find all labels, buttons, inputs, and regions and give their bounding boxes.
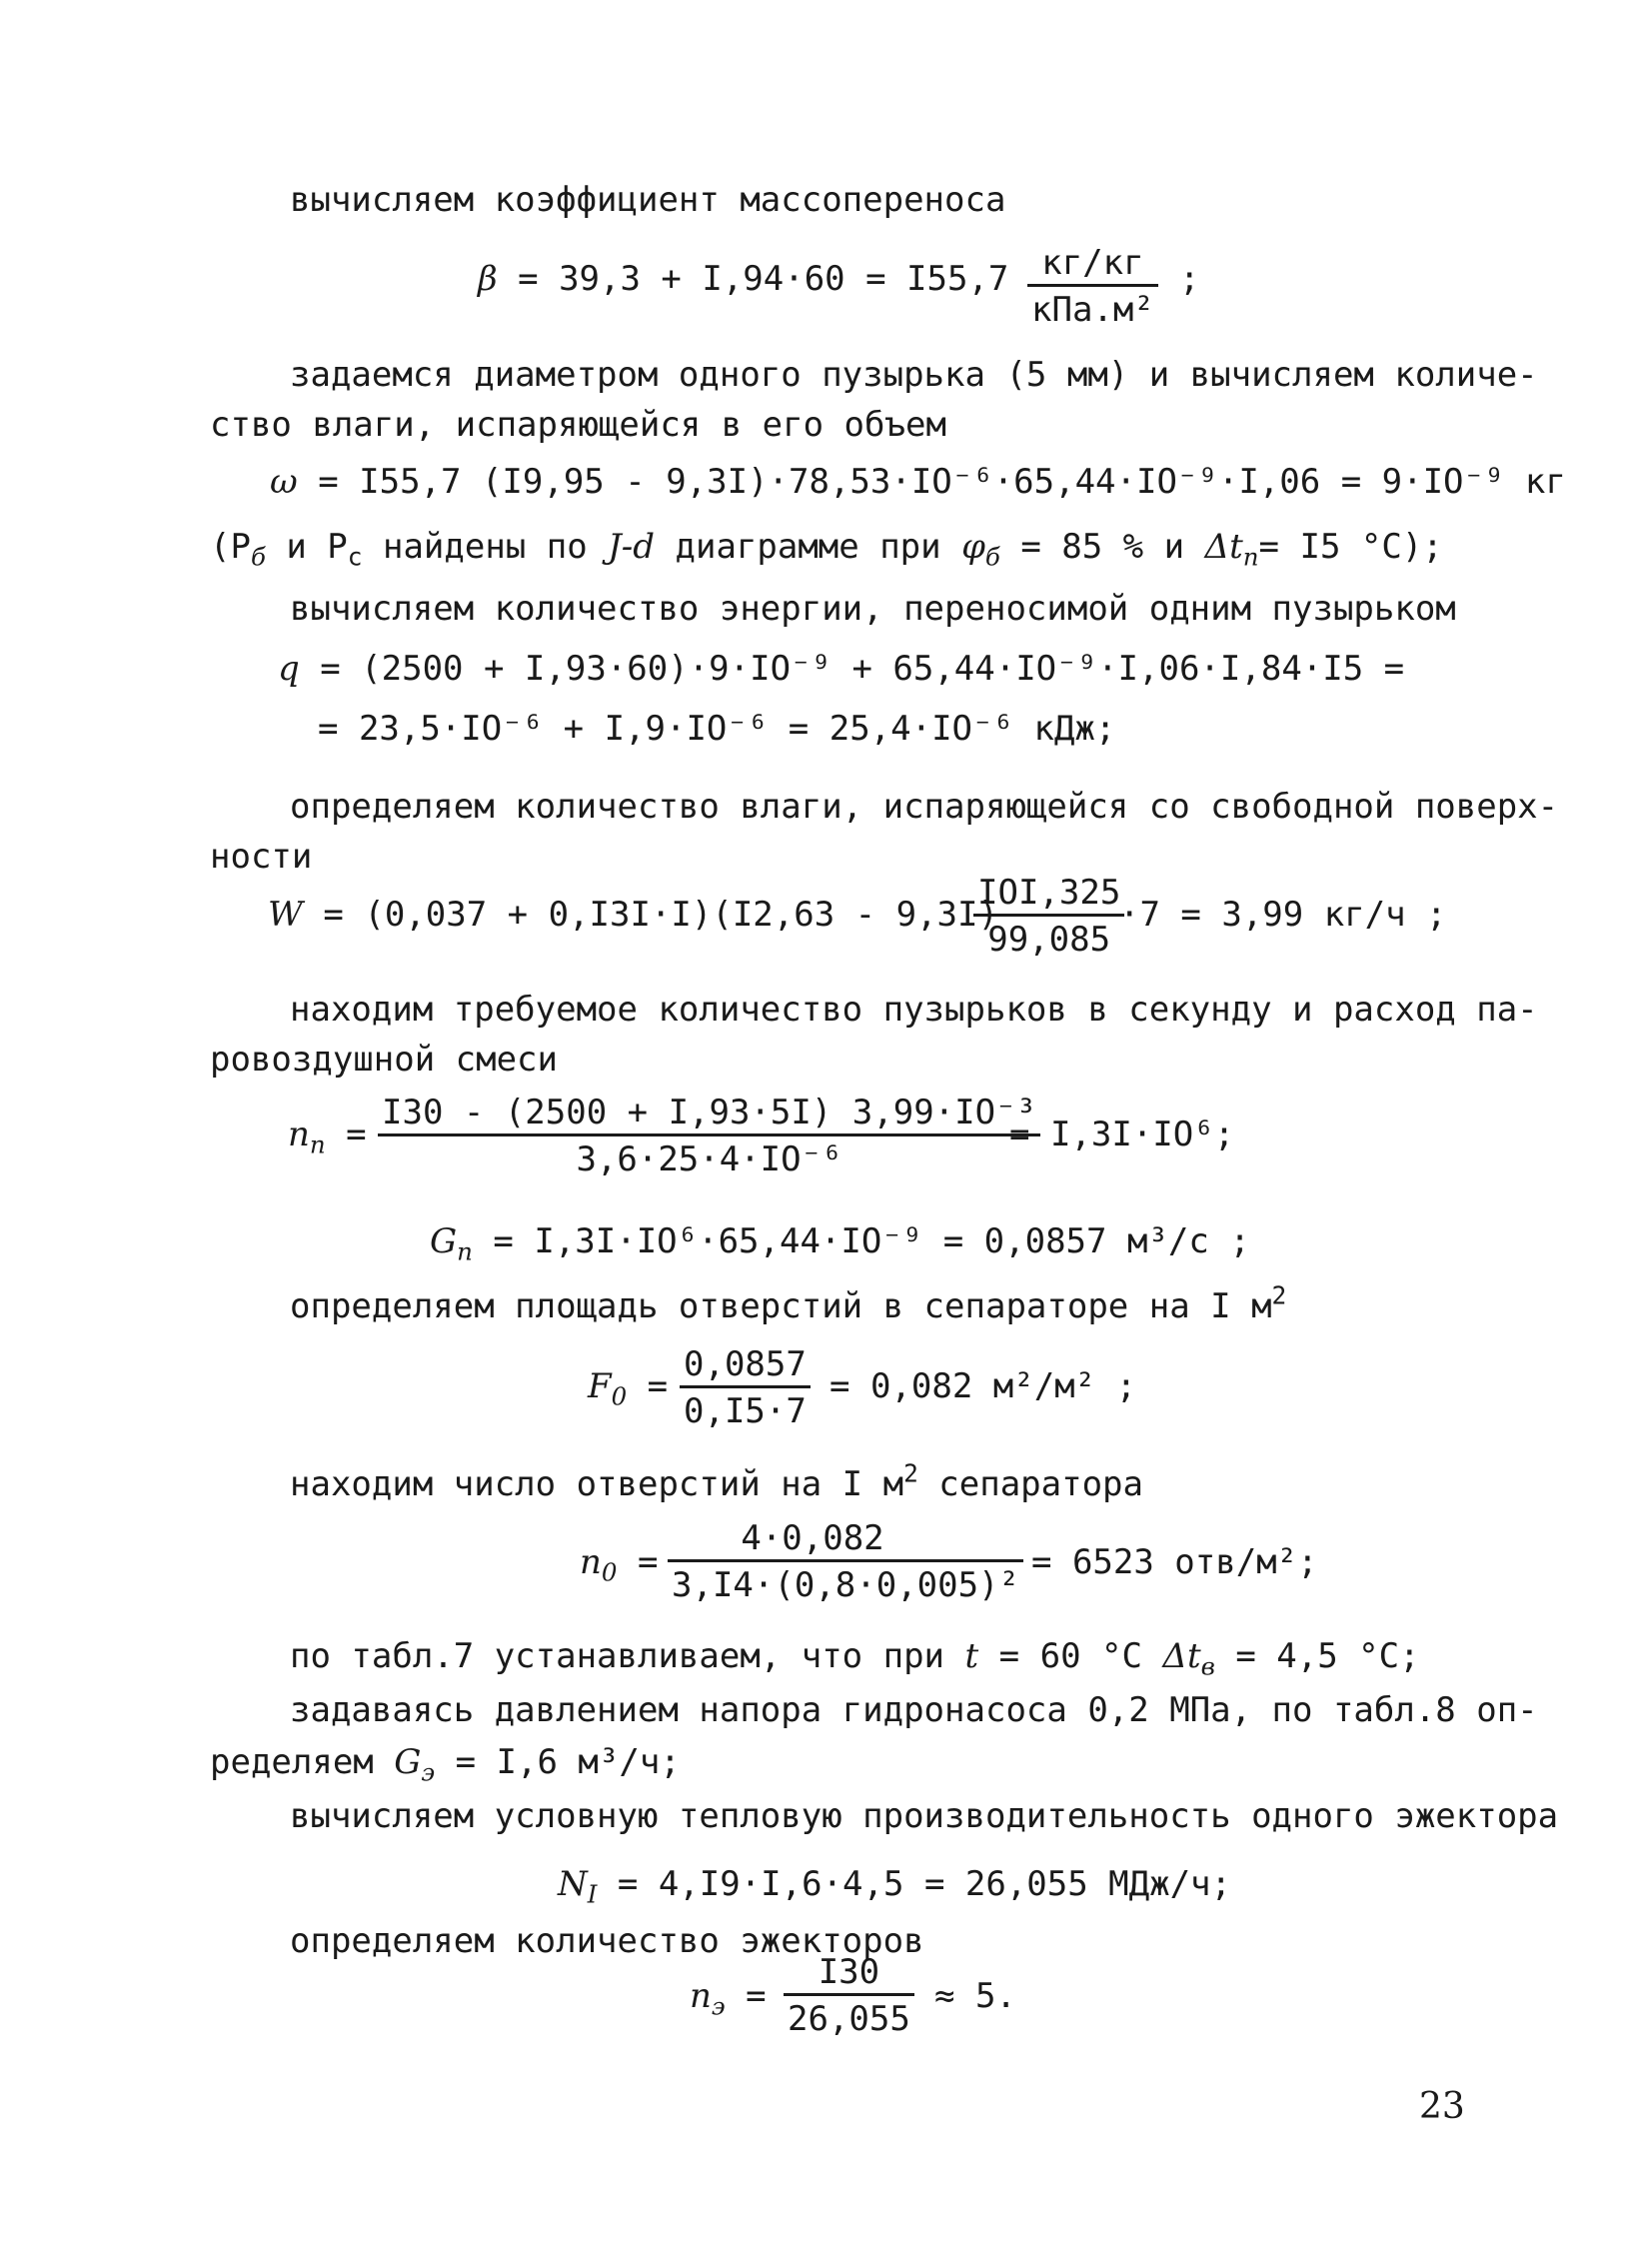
omega-equation [270, 462, 1566, 502]
n1-symbol: N [558, 1864, 588, 1904]
text-line: находим требуемое количество пузырьков в секунду и расход па- [290, 990, 1538, 1030]
text-line: задаемся диаметром одного пузырька (5 мм) и вычисляем количе- [290, 355, 1538, 395]
delta-tv-symbol: Δt [1162, 1636, 1201, 1676]
phi-symbol: φ [961, 527, 985, 567]
f0-denominator: 0,I5·7 [684, 1391, 807, 1431]
n0-denominator: 3,I4·(0,8·0,005)² [672, 1565, 1019, 1605]
n1-equation: $N_I = 4,I9\cdot I,6\cdot 4,5 = 26,055$ МДж/ч; [558, 1864, 1231, 1909]
text-line: вычисляем количество энергии, переносимой одним пузырьком [290, 589, 1456, 629]
t-symbol: t [964, 1636, 979, 1676]
n0-end: = 6523 отв/м²; [1031, 1542, 1318, 1582]
text-line: вычисляем коэффициент массопереноса [290, 180, 1006, 220]
q-equation-line2: = 23,5·IO⁻⁶ + I,9·IO⁻⁶ = 25,4·IO⁻⁶ кДж; [318, 709, 1116, 749]
f0-symbol: F [588, 1366, 612, 1406]
ne-fraction [784, 1952, 914, 2039]
beta-numerator: кг/кг [1027, 246, 1158, 287]
ge-symbol: G [394, 1742, 422, 1782]
w-symbol: W [268, 895, 303, 935]
omega-rhs: = I55,7 (I9,95 - 9,3I)·78,53·IO⁻⁶·65,44·IO⁻⁹·I,06 = 9·IO⁻⁹ кг [297, 462, 1566, 502]
n0-symbol: n [580, 1542, 602, 1582]
text-line: определяем количество эжекторов [290, 1921, 924, 1961]
nn-numerator: I30 - (2500 + I,93·5I) 3,99·IO⁻³ [378, 1096, 1040, 1136]
w-end: ·7 = 3,99 кг/ч ; [1119, 895, 1447, 935]
omega-symbol: ω [270, 462, 298, 502]
q-equation-line1: q = (2500 + I,93·60)·9·IO⁻⁹ + 65,44·IO⁻⁹·I,06·I,84·I5 = [278, 649, 1405, 689]
text-line: ство влаги, испаряющейся в его объем [210, 405, 946, 445]
n0-lhs: $n_0$ = [580, 1542, 659, 1587]
page-number: 23 [1419, 2086, 1465, 2127]
ne-end: ≈ 5. [934, 1976, 1016, 2016]
w-numerator: IOI,325 [973, 876, 1124, 917]
f0-numerator: 0,0857 [680, 1347, 811, 1388]
beta-end: ; [1179, 259, 1200, 299]
text-line: задаваясь давлением напора гидронасоса 0,2 МПа, по табл.8 оп- [290, 1690, 1538, 1730]
text-line: определяем количество влаги, испаряющейся со свободной поверх- [290, 787, 1559, 827]
table7-line: по табл.7 устанавливаем, что при t = 60 °С $\Delta t_в = 4,5$ °С; [290, 1636, 1420, 1681]
table8-line: ределяем $G_э = I,6$ м³/ч; [210, 1742, 681, 1787]
beta-symbol: β [478, 259, 498, 299]
n0-fraction [668, 1518, 1023, 1605]
ne-numerator: I30 [784, 1955, 914, 1996]
nn-lhs: $n_п$ = [288, 1115, 367, 1159]
ne-symbol: n [690, 1976, 712, 2016]
beta-rhs: = 39,3 + I,94·60 = I55,7 [497, 259, 1009, 299]
q-symbol: q [278, 649, 300, 689]
jd-diagram-label: J-d [608, 527, 656, 567]
beta-denominator: кПа.м² [1031, 290, 1154, 330]
w-equation: W = (0,037 + 0,I3I·I)(I2,63 - 9,3I) [268, 895, 998, 935]
nn-denominator: 3,6·25·4·IO⁻⁶ [576, 1139, 842, 1179]
pressure-note: ($P_б$ и $P_с$ найдены по J-d диаграмме при $\varphi_б = 85$ % и $\Delta t_п= I5$ °С); [210, 527, 1443, 572]
ne-lhs: $n_э$ = [690, 1976, 767, 2021]
area-line: определяем площадь отверстий в сепараторе на I $м^2$ [290, 1280, 1287, 1326]
text-line: ности [210, 837, 313, 877]
beta-equation [478, 259, 1009, 299]
nn-symbol: n [288, 1115, 310, 1154]
text-line: ровоздушной смеси [210, 1040, 558, 1080]
text-line: вычисляем условную тепловую производительность одного эжектора [290, 1796, 1559, 1836]
nn-end: = I,3I·IO⁶; [1009, 1115, 1235, 1154]
f0-fraction [680, 1344, 811, 1431]
nn-fraction [378, 1093, 1040, 1179]
w-fraction [973, 873, 1124, 960]
ne-denominator: 26,055 [788, 1999, 910, 2039]
delta-t-symbol: Δt [1204, 527, 1243, 567]
f0-lhs: $F_0$ = [588, 1366, 669, 1411]
beta-fraction [1027, 243, 1158, 330]
w-denominator: 99,085 [987, 920, 1111, 960]
n0-numerator: 4·0,082 [668, 1521, 1023, 1562]
gn-symbol: G [430, 1221, 458, 1261]
holes-line: находим число отверстий на I $м^2$ сепаратора [290, 1458, 1143, 1504]
gn-equation: $G_п = I,3I\cdot IO^6\cdot 65,44\cdot IO^{-9} = 0,0857$ м³/с ; [430, 1221, 1250, 1266]
f0-end: = 0,082 м²/м² ; [829, 1366, 1137, 1406]
